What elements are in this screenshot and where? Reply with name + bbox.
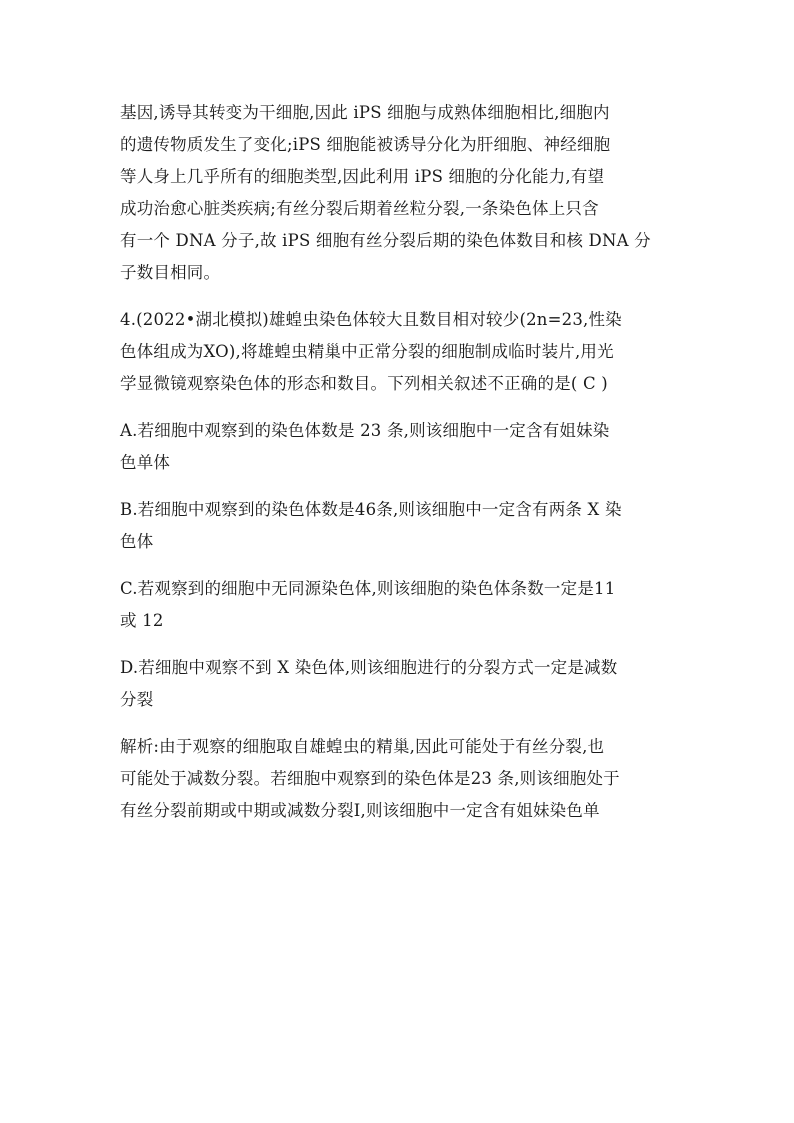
text-line: C.若观察到的细胞中无同源染色体,则该细胞的染色体条数一定是11 [120,579,616,598]
previous-explanation-paragraph [120,97,680,289]
text-line: D.若细胞中观察不到 X 染色体,则该细胞进行的分裂方式一定是减数 [120,658,618,677]
text-line: 可能处于减数分裂。若细胞中观察到的染色体是23 条,则该细胞处于 [120,769,620,788]
text-line: 色体 [120,532,154,551]
text-line: 色体组成为XO),将雄蝗虫精巢中正常分裂的细胞制成临时装片,用光 [120,342,614,361]
text-line: 子数目相同。 [120,263,221,282]
text-line: 成功治愈心脏类疾病;有丝分裂后期着丝粒分裂,一条染色体上只含 [120,199,599,218]
option-b [120,494,680,558]
text-line: 4.(2022•湖北模拟)雄蝗虫染色体较大且数目相对较少(2n=23,性染 [120,310,622,329]
option-a [120,415,680,479]
text-line: 学显微镜观察染色体的形态和数目。下列相关叙述不正确的是( C ) [120,374,608,393]
analysis-paragraph [120,731,680,827]
question-stem [120,304,680,400]
text-line: A.若细胞中观察到的染色体数是 23 条,则该细胞中一定含有姐妹染 [120,421,610,440]
text-line: 有一个 DNA 分子,故 iPS 细胞有丝分裂后期的染色体数目和核 DNA 分 [120,231,651,250]
text-line: 的遗传物质发生了变化;iPS 细胞能被诱导分化为肝细胞、神经细胞 [120,135,611,154]
text-line: 基因,诱导其转变为干细胞,因此 iPS 细胞与成熟体细胞相比,细胞内 [120,103,610,122]
text-line: 分裂 [120,690,154,709]
text-line: 或 12 [120,611,164,630]
option-d [120,652,680,716]
text-line: 色单体 [120,453,171,472]
text-line: 解析:由于观察的细胞取自雄蝗虫的精巢,因此可能处于有丝分裂,也 [120,737,605,756]
text-line: 有丝分裂前期或中期或减数分裂Ⅰ,则该细胞中一定含有姐妹染色单 [120,801,600,820]
text-line: B.若细胞中观察到的染色体数是46条,则该细胞中一定含有两条 X 染 [120,500,622,519]
option-c [120,573,680,637]
document-page [120,97,680,827]
text-line: 等人身上几乎所有的细胞类型,因此利用 iPS 细胞的分化能力,有望 [120,167,605,186]
